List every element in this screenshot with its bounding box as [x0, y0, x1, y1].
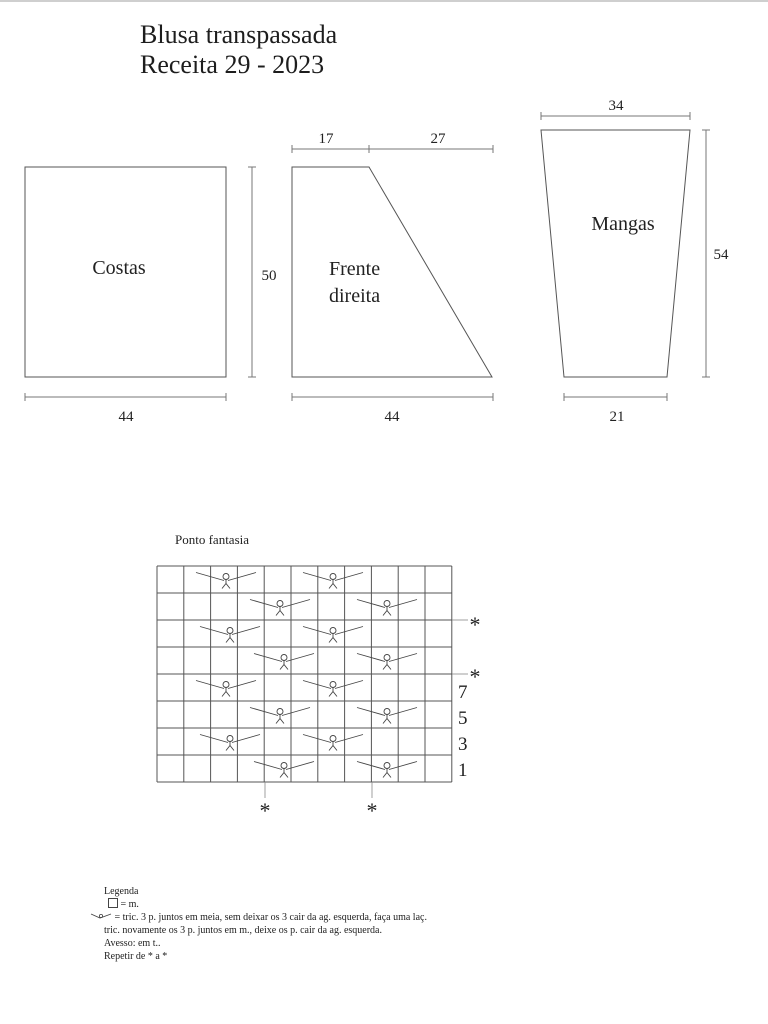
title-line-1: Blusa transpassada: [140, 20, 338, 49]
row-number-1: 1: [458, 760, 468, 781]
stitch-chart-symbols: [196, 573, 417, 778]
mangas-outline: [541, 130, 690, 377]
title-line-2: Receita 29 - 2023: [140, 50, 325, 79]
cluster-stitch-symbol: [200, 735, 260, 751]
legend-stitch-row: [104, 911, 427, 924]
legend-title: Legenda: [104, 886, 139, 897]
repeat-mark-row-bottom: *: [469, 664, 481, 689]
cluster-stitch-symbol: [196, 681, 256, 697]
cluster-stitch-symbol: [254, 762, 314, 778]
row-number-3: 3: [458, 734, 468, 755]
cluster-stitch-symbol: [303, 735, 363, 751]
legend-purl: Avesso: em t..: [104, 938, 161, 949]
frente-label-line2: direita: [329, 285, 381, 307]
stitch-chart-grid: [157, 566, 452, 782]
piece-mangas: [541, 130, 690, 377]
legend-knit-text: = m.: [120, 899, 139, 910]
frente-label-line1: Frente: [329, 258, 381, 280]
frente-bottom-label: 44: [384, 409, 400, 425]
repeat-mark-col-left: *: [259, 798, 271, 823]
legend: [104, 885, 427, 963]
cluster-stitch-symbol: [303, 681, 363, 697]
cluster-stitch-symbol: [303, 627, 363, 643]
knit-square-icon: [108, 898, 118, 908]
cluster-stitch-symbol: [357, 708, 417, 724]
cluster-stitch-symbol: [250, 708, 310, 724]
legend-stitch-line1: = tric. 3 p. juntos em meia, sem deixar os 3 cair da ag. esquerda, faça uma laç.: [114, 912, 427, 923]
cluster-stitch-symbol: [357, 600, 417, 616]
piece-frente: [292, 167, 492, 377]
costas-height-dimension: [248, 167, 256, 377]
repeat-mark-row-top: *: [469, 612, 481, 637]
repeat-mark-col-right: *: [366, 798, 378, 823]
mangas-top-label: 34: [608, 98, 624, 114]
mangas-bottom-dimension: [564, 393, 667, 401]
frente-top-right-label: 27: [430, 131, 446, 147]
row-number-7: 7: [458, 682, 468, 703]
cluster-stitch-symbol: [357, 654, 417, 670]
mangas-height-dimension: [702, 130, 710, 377]
frente-outline: [292, 167, 492, 377]
cluster-stitch-symbol: [254, 654, 314, 670]
mangas-label: Mangas: [591, 213, 655, 235]
legend-repeat: Repetir de * a *: [104, 951, 168, 962]
cluster-stitch-symbol: [357, 762, 417, 778]
row-number-5: 5: [458, 708, 468, 729]
legend-stitch-line2: tric. novamente os 3 p. juntos em m., deixe os p. cair da ag. esquerda.: [104, 925, 382, 936]
cluster-stitch-symbol: [200, 627, 260, 643]
costas-width-dimension: [25, 393, 226, 401]
legend-knit-row: [104, 898, 427, 911]
costas-label: Costas: [92, 257, 146, 279]
frente-bottom-dimension: [292, 393, 493, 401]
cluster-stitch-symbol: [250, 600, 310, 616]
costas-height-label: 50: [261, 268, 277, 284]
frente-top-left-label: 17: [318, 131, 334, 147]
cluster-stitch-symbol: [196, 573, 256, 589]
chart-title: Ponto fantasia: [175, 532, 250, 547]
cluster-stitch-symbol: [303, 573, 363, 589]
costas-width-label: 44: [118, 409, 134, 425]
mangas-bottom-label: 21: [609, 409, 625, 425]
cluster-stitch-icon: [90, 911, 112, 921]
mangas-height-label: 54: [713, 247, 729, 263]
